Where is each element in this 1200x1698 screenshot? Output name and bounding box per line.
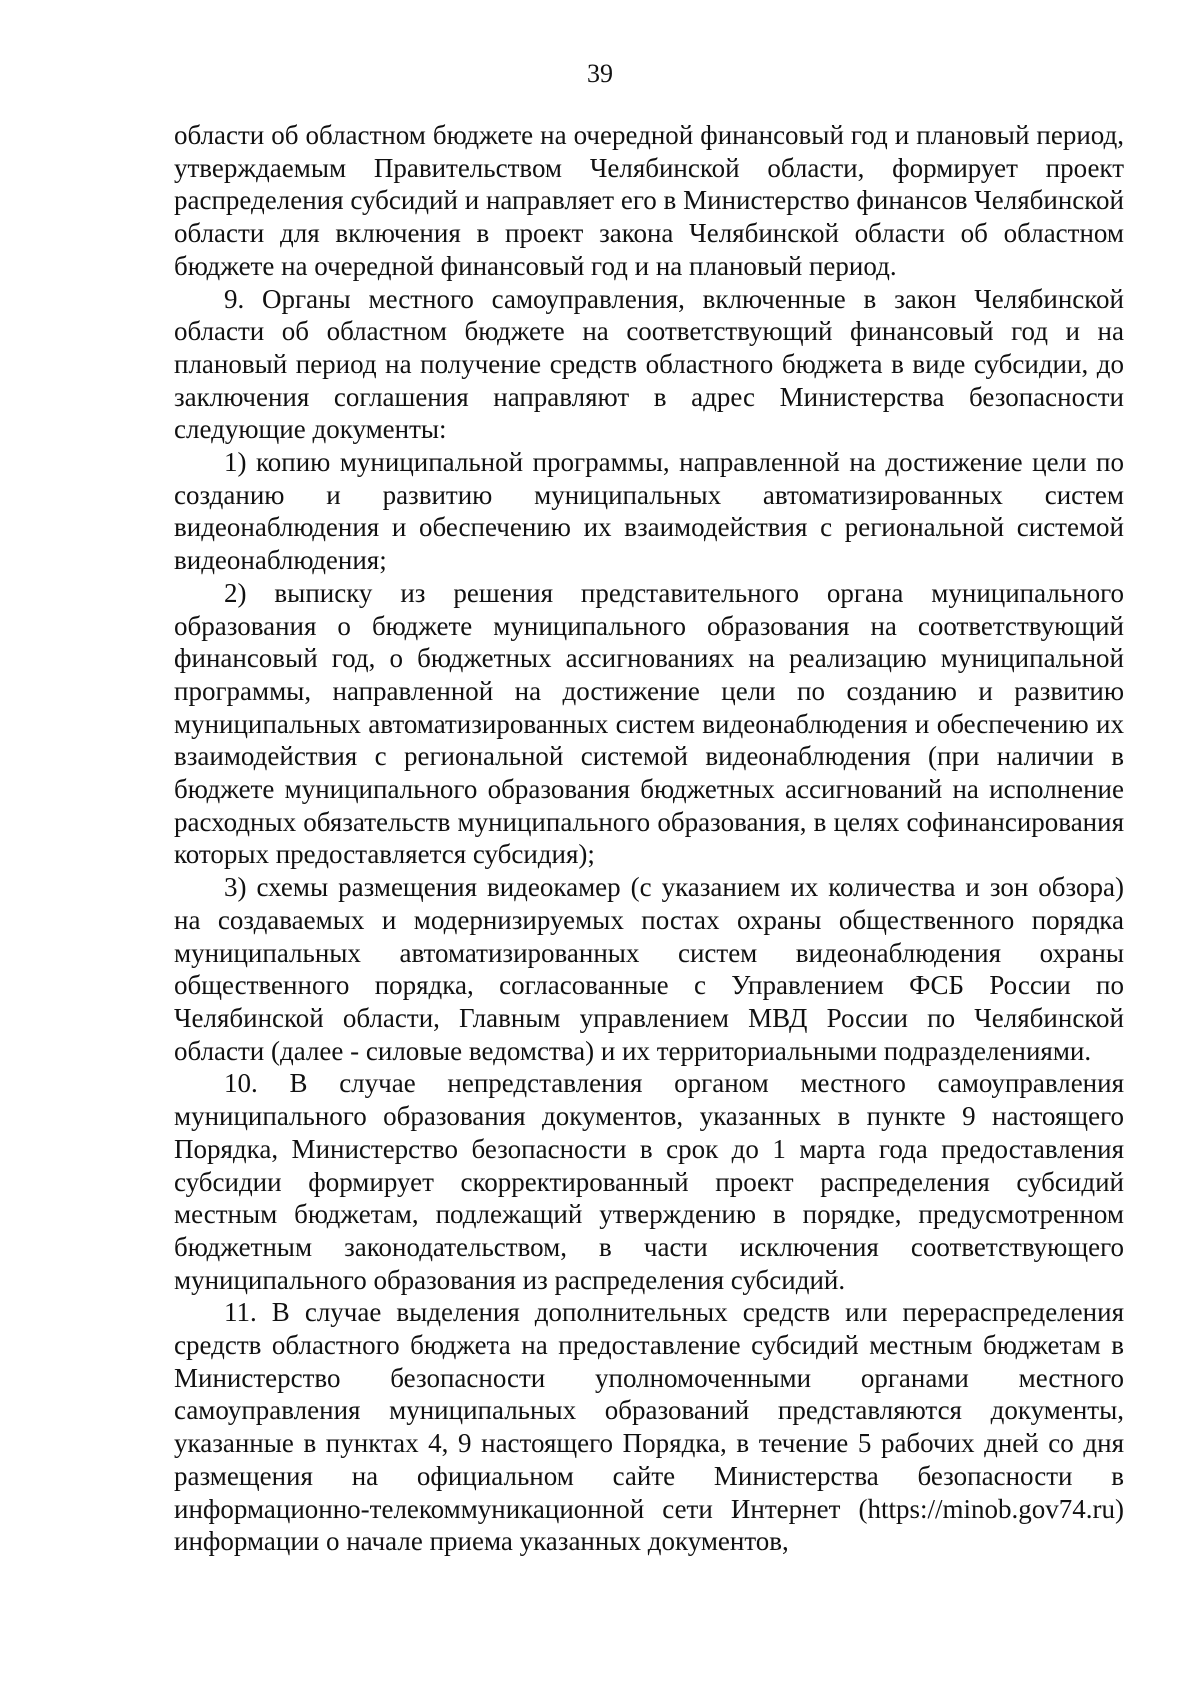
document-body [174,119,1124,1558]
page-number: 39 [587,59,613,88]
paragraph-subitem-3: 3) схемы размещения видеокамер (с указанием их количества и зон обзора) на создаваемых и модернизируемых постах охраны общественного порядка муниципальных автоматизированных систем видеонаблюдения охраны общественного порядка, согласованные с Управлением ФСБ России по Челябинской области, Главным управлением МВД России по Челябинской области (далее - силовые ведомства) и их территориальными подразделениями. [174,872,1124,1066]
paragraph-subitem-2: 2) выписку из решения представительного органа муниципального образования о бюджете муниципального образования на соответствующий финансовый год, о бюджетных ассигнованиях на реализацию муниципальной программы, направленной на достижение цели по созданию и развитию муниципальных автоматизированных систем видеонаблюдения и обеспечению их взаимодействия с региональной системой видеонаблюдения (при наличии в бюджете муниципального образования бюджетных ассигнований на исполнение расходных обязательств муниципального образования, в целях софинансирования которых предоставляется субсидия); [174,577,1124,870]
paragraph-item-11: 11. В случае выделения дополнительных средств или перераспределения средств областного бюджета на предоставление субсидий местным бюджетам в Министерство безопасности уполномоченными органами местного самоуправления муниципальных образований представляются документы, указанные в пунктах 4, 9 настоящего Порядка, в течение 5 рабочих дней со дня размещения на официальном сайте Министерства безопасности в информационно-телекоммуникационной сети Интернет (https://minob.gov74.ru) информации о начале приема указанных документов, [174,1297,1124,1557]
paragraph-continuation: области об областном бюджете на очередной финансовый год и плановый период, утверждаемым Правительством Челябинской области, формирует проект распределения субсидий и направляет его в Министерство финансов Челябинской области для включения в проект закона Челябинской области об областном бюджете на очередной финансовый год и на плановый период. [174,120,1124,281]
paragraph-subitem-1: 1) копию муниципальной программы, направленной на достижение цели по созданию и развитию муниципальных автоматизированных систем видеонаблюдения и обеспечению их взаимодействия с региональной системой видеонаблюдения; [174,447,1124,576]
paragraph-item-10: 10. В случае непредставления органом местного самоуправления муниципального образования документов, указанных в пункте 9 настоящего Порядка, Министерство безопасности в срок до 1 марта года предоставления субсидии формирует скорректированный проект распределения субсидий местным бюджетам, подлежащий утверждению в порядке, предусмотренном бюджетным законодательством, в части исключения соответствующего муниципального образования из распределения субсидий. [174,1068,1124,1295]
paragraph-item-9: 9. Органы местного самоуправления, включенные в закон Челябинской области об областном бюджете на соответствующий финансовый год и на плановый период на получение средств областного бюджета в виде субсидии, до заключения соглашения направляют в адрес Министерства безопасности следующие документы: [174,283,1124,445]
